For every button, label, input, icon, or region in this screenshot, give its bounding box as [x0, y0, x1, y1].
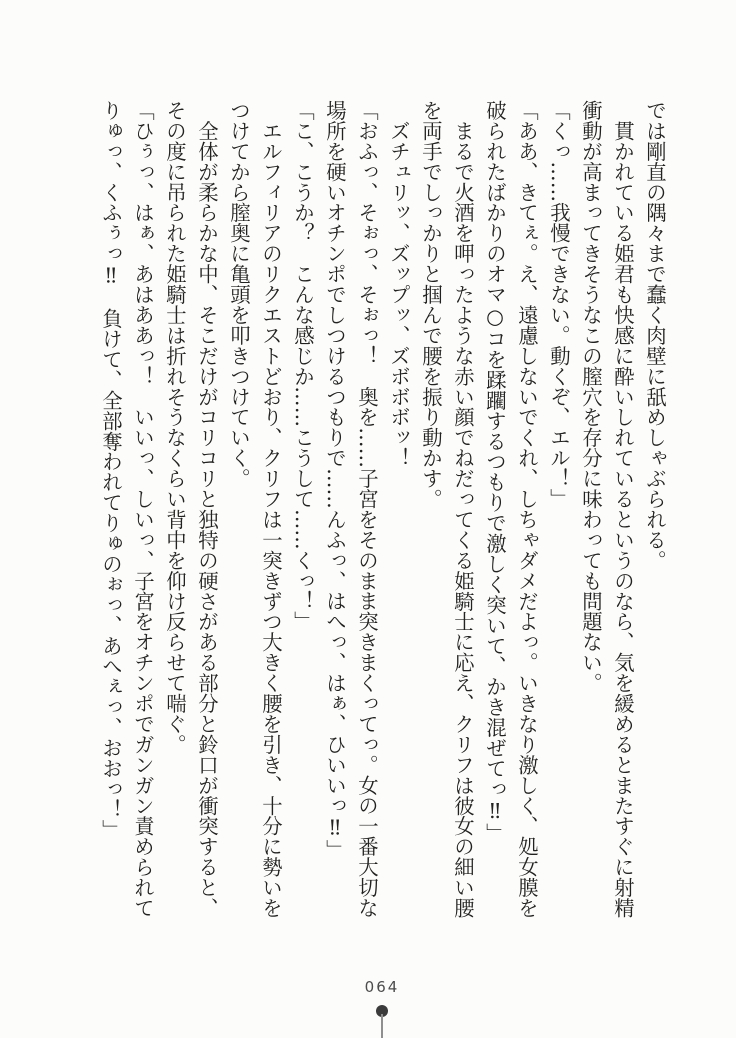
page-number: 064: [364, 978, 400, 996]
text-column: まるで火酒を呷ったような赤い顔でねだってくる姫騎士に応え、クリフは彼女の細い腰: [451, 100, 475, 918]
text-column: 全体が柔らかな中、そこだけがコリコリと独特の硬さがある部分と鈴口が衝突すると、: [195, 100, 219, 918]
text-column: を両手でしっかりと掴んで腰を振り動かす。: [419, 100, 443, 509]
text-column: その度に吊られた姫騎士は折れそうなくらい背中を仰け反らせて喘ぐ。: [163, 100, 187, 755]
text-column: 「ああ、きてぇ。え、遠慮しないでくれ、しちゃダメだよっ。いきなり激しく、処女膜を: [515, 100, 539, 918]
text-column: つけてから膣奥に亀頭を叩きつけていく。: [227, 100, 251, 489]
text-column: では剛直の隅々まで蠢く肉壁に舐めしゃぶられる。: [643, 100, 667, 571]
text-column: 破られたばかりのオマ○コを蹂躙するつもりで激しく突いて、かき混ぜてっ‼」: [483, 100, 507, 844]
bookmark-pin-icon: [376, 1005, 388, 1017]
text-column: 衝動が高まってきそうなこの膣穴を存分に味わっても問題ない。: [579, 100, 603, 694]
bookmark-pin-line: [381, 1014, 383, 1038]
text-column: 「ひぅっ、はぁ、あはああっ！ いいっ、しいっ、子宮をオチンポでガンガン責められて: [131, 100, 155, 918]
text-column: りゅっ、くふぅっ‼ 負けて、全部奪われてりゅのぉっ、あへぇっ、おおっ！」: [99, 100, 123, 840]
text-column: 貫かれている姫君も快感に酔いしれているというのなら、気を緩めるとまたすぐに射精: [611, 100, 635, 918]
text-column: 場所を硬いオチンポでしつけるつもりで……んふっ、はへっ、はぁ、ひいいっ‼」: [323, 100, 347, 861]
text-column: 「おふっ、そぉっ、そぉっ！ 奥を……子宮をそのまま突きまくってっ。女の一番大切な: [355, 100, 379, 918]
text-column: ズチュリッ、ズップッ、ズボボボッ！: [387, 100, 411, 469]
novel-text-block: [95, 100, 671, 924]
text-column: 「こ、こうか？ こんな感じか……こうして……くっ！」: [291, 100, 315, 632]
text-column: エルフィリアのリクエストどおり、クリフは一突きずつ大きく腰を引き、十分に勢いを: [259, 100, 283, 918]
text-column: 「くっ……我慢できない。動くぞ、エル！」: [547, 100, 571, 509]
